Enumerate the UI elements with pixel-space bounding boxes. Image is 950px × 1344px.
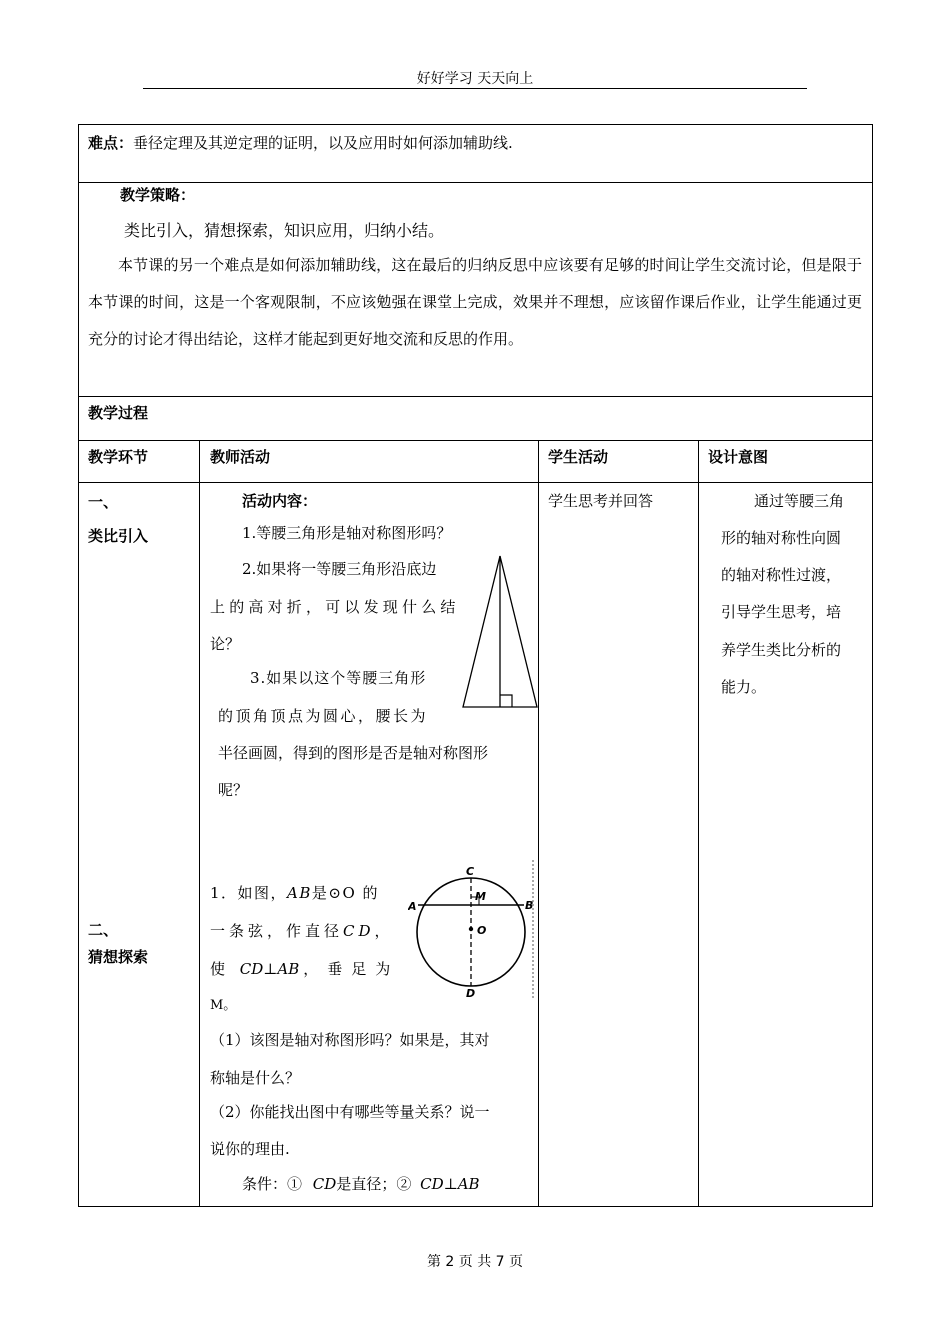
stage1-q3-line1: 3.如果以这个等腰三角形 (250, 669, 427, 687)
isosceles-triangle-figure (460, 552, 540, 712)
stage2-p1-line3: 使 CD⊥AB ，垂足为 (210, 960, 400, 978)
header-intent: 设计意图 (708, 448, 769, 466)
strategy-paragraph: 本节课的另一个难点是如何添加辅助线，这在最后的归纳反思中应该要有足够的时间让学生交流讨论，但是限于本节课的时间，这是一个客观限制，不应该勉强在课堂上完成，效果并不理想，应该留作课后作业，让学生能通过更充分的讨论才得出结论，这样才能起到更好地交流和反思的作用。 (88, 256, 862, 348)
process-title: 教学过程 (88, 404, 149, 422)
stage1-intent-line6: 能力。 (721, 678, 767, 696)
point-c-label: C (466, 865, 475, 878)
stage2-conditions: 条件：① CD是直径；② CD⊥AB (242, 1175, 480, 1193)
stage1-intent-line2: 形的轴对称性向圆 (721, 529, 842, 547)
header-stage: 教学环节 (88, 448, 149, 466)
stage2-q1-line1: （1）该图是轴对称图形吗？如果是，其对 (210, 1031, 490, 1049)
stage2-p1-line1: 1．如图，AB是⊙O 的 (210, 884, 380, 902)
stage1-q2-line3: 论？ (210, 635, 241, 653)
difficulty-label: 难点： (88, 134, 134, 152)
stage1-intent-line3: 的轴对称性过渡， (721, 566, 842, 584)
point-m-label: M (475, 890, 486, 903)
strategy-label: 教学策略： (120, 186, 196, 204)
header-teacher: 教师活动 (210, 448, 271, 466)
stage1-intent-line1: 通过等腰三角 (754, 492, 845, 510)
stage1-q3-line2: 的顶角顶点为圆心，腰长为 (218, 707, 429, 725)
stage1-intent-line4: 引导学生思考，培 (721, 603, 842, 621)
stage1-activity-label: 活动内容： (242, 492, 318, 510)
strategy-summary: 类比引入，猜想探索，知识应用，归纳小结。 (124, 221, 445, 240)
stage1-q3-line3: 半径画圆，得到的图形是否是轴对称图形 (218, 744, 489, 762)
difficulty-text: 垂径定理及其逆定理的证明，以及应用时如何添加辅助线. (133, 134, 513, 152)
stage2-q1-line2: 称轴是什么？ (210, 1069, 301, 1087)
stage2-q2-line2: 说你的理由. (210, 1140, 290, 1158)
stage1-name: 类比引入 (88, 527, 149, 545)
header-student: 学生活动 (548, 448, 609, 466)
stage1-q3-line4: 呢？ (218, 781, 249, 799)
page-footer: 第 2 页 共 7 页 (426, 1254, 524, 1270)
stage2-q2-line1: （2）你能找出图中有哪些等量关系？说一 (210, 1103, 490, 1121)
header-rule (143, 88, 807, 89)
point-o-label: O (477, 924, 487, 937)
point-b-label: B (525, 899, 534, 912)
stage2-name: 猜想探索 (88, 948, 149, 966)
stage2-p1-line2: 一条弦，作直径CD， (210, 922, 394, 940)
stage2-p1-line4: M。 (210, 998, 237, 1013)
stage2-number: 二、 (88, 921, 119, 939)
difficulty-row (88, 133, 513, 153)
point-d-label: D (466, 987, 476, 1000)
point-a-label: A (408, 900, 417, 913)
stage1-q1: 1.等腰三角形是轴对称图形吗？ (242, 524, 452, 542)
circle-chord-figure (408, 860, 538, 1000)
stage1-q2-line2: 上的高对折，可以发现什么结 (210, 598, 460, 616)
stage1-intent-line5: 养学生类比分析的 (721, 641, 842, 659)
page-header-title: 好好学习 天天向上 (416, 71, 534, 87)
stage1-student-activity: 学生思考并回答 (548, 492, 654, 510)
stage1-number: 一、 (88, 493, 119, 511)
stage1-q2-line1: 2.如果将一等腰三角形沿底边 (242, 560, 437, 578)
